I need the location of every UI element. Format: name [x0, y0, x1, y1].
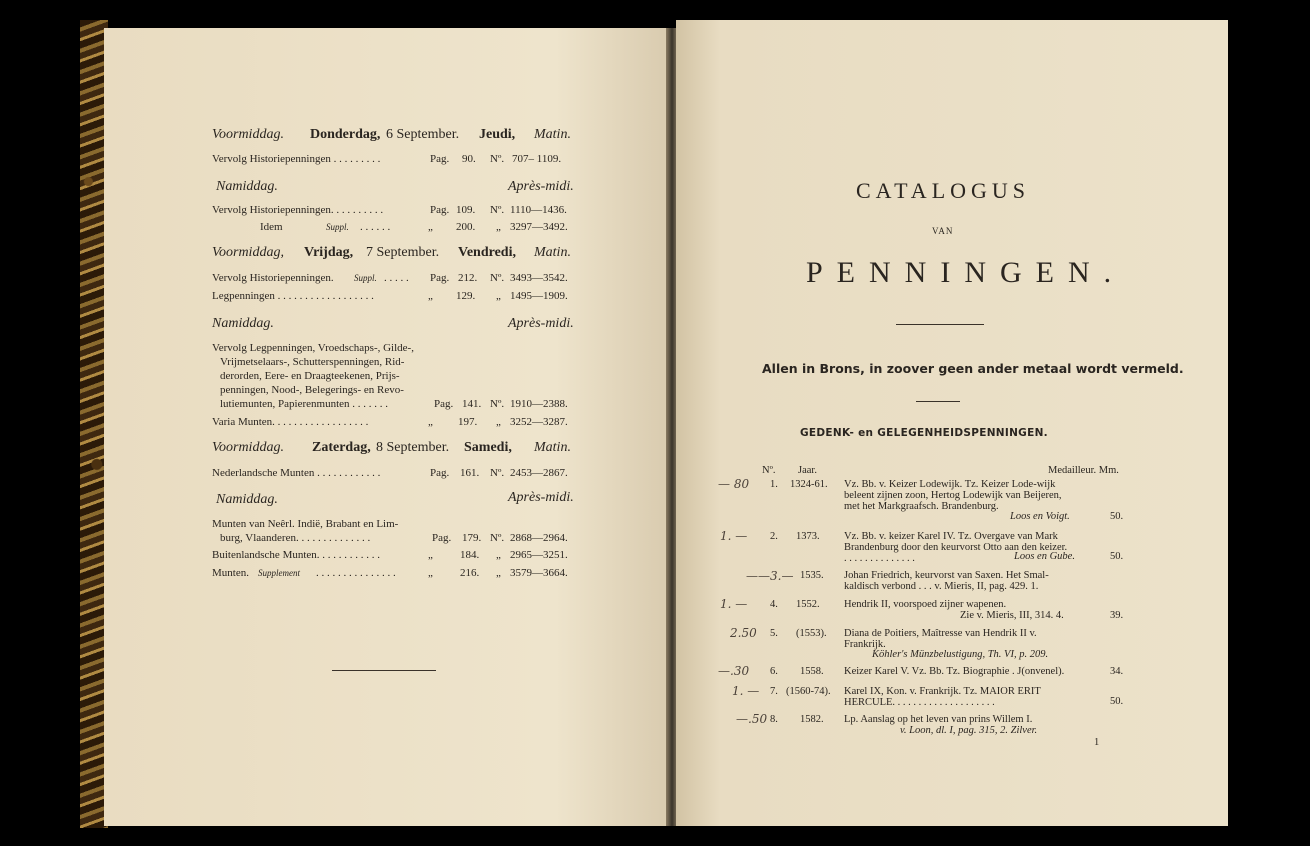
row-suppl: Suppl. — [354, 273, 377, 283]
handwritten-price: —.30 — [718, 664, 750, 678]
handwritten-price: 1. — — [732, 684, 760, 698]
entry-text: Hendrik II, voorspoed zijner wapenen. — [844, 599, 1007, 610]
row-pag: Pag. — [434, 398, 454, 410]
entry-no: 6. — [770, 666, 778, 677]
row-no: Nº. — [490, 153, 505, 165]
row-range: 1495—1909. — [510, 290, 568, 302]
row-range: 3493—3542. — [510, 272, 568, 284]
row-label: Buitenlandsche Munten. . . . . . . . . . . . — [212, 549, 381, 561]
row-pag: Pag. — [432, 532, 452, 544]
row-page: 141. — [462, 398, 482, 410]
entry-medailleur: v. Loon, dl. I, pag. 315, 2. Zilver. — [900, 725, 1038, 736]
row-pag: „ — [428, 290, 433, 302]
row-dots: . . . . . — [384, 272, 409, 284]
entry-text: Keizer Karel V. Vz. Bb. Tz. Biographie . J(onvenel). — [844, 666, 1065, 677]
row-no: „ — [496, 290, 501, 302]
row-no: Nº. — [490, 532, 505, 544]
row-label: Vervolg Historiepenningen . . . . . . . . . — [212, 153, 381, 165]
handwritten-price: 1. — — [720, 597, 748, 611]
col-header-no: Nº. — [762, 465, 776, 476]
row-page: 161. — [460, 467, 480, 479]
row-label-line: lutiemunten, Papierenmunten . . . . . . . — [220, 398, 389, 410]
entry-no: 4. — [770, 599, 778, 610]
row-label: Legpenningen . . . . . . . . . . . . . . . . . . — [212, 290, 374, 302]
row-page: 179. — [462, 532, 482, 544]
entry-text: Vz. Bb. v. Keizer Lodewijk. Tz. Keizer Lode-wijk beleent zijnen zoon, Hertog Lodewijk van Beijeren, met het Markgraafsch. Brandenburg. — [844, 479, 1062, 512]
session-day-fr: Samedi, — [464, 440, 512, 455]
handwritten-price: —.50 — [736, 712, 768, 726]
entry-mm: 39. — [1110, 610, 1124, 621]
row-label-line: Vervolg Legpenningen, Vroedschaps-, Gilde-, — [212, 342, 414, 354]
session-time: Voormiddag, — [212, 245, 284, 260]
entry-year: (1553). — [796, 628, 827, 639]
session-date: 7 September. — [366, 245, 440, 260]
row-label: Varia Munten. . . . . . . . . . . . . . . . . . — [212, 416, 369, 428]
session-day: Zaterdag, — [312, 440, 371, 455]
row-range: 2453—2867. — [510, 467, 568, 479]
entry-year: 1582. — [800, 714, 824, 725]
row-label-line: penningen, Nood-, Belegerings- en Revo- — [220, 384, 404, 396]
row-page: 90. — [462, 153, 476, 165]
row-page: 184. — [460, 549, 480, 561]
row-no: „ — [496, 549, 501, 561]
handwritten-price: ——3.— — [746, 569, 794, 583]
row-page: 200. — [456, 221, 476, 233]
row-range: 707– 1109. — [512, 153, 562, 165]
row-range: 3252—3287. — [510, 416, 568, 428]
row-pag: Pag. — [430, 467, 450, 479]
row-suppl: Supplement — [258, 568, 300, 578]
session-day: Vrijdag, — [304, 245, 354, 260]
entry-mm: 50. — [1110, 511, 1124, 522]
entry-no: 8. — [770, 714, 778, 725]
row-range: 1110—1436. — [510, 204, 567, 216]
row-no: Nº. — [490, 204, 505, 216]
row-page: 109. — [456, 204, 476, 216]
row-no: Nº. — [490, 272, 505, 284]
row-pag: „ — [428, 567, 433, 579]
row-label-line: Vrijmetselaars-, Schutterspenningen, Rid- — [220, 356, 405, 368]
page-number: 1 — [1094, 737, 1100, 748]
entry-medailleur: Zie v. Mieris, III, 314. 4. — [960, 610, 1064, 621]
row-label: Vervolg Historiepenningen. . . . . . . . . . — [212, 204, 384, 216]
row-dots: . . . . . . . . . . . . . . . — [316, 567, 396, 579]
entry-year: 1558. — [800, 666, 824, 677]
entry-no: 7. — [770, 686, 778, 697]
row-label-line: derorden, Eere- en Draagteekenen, Prijs- — [220, 370, 400, 382]
row-no: „ — [496, 567, 501, 579]
row-label: Munten. — [212, 567, 249, 579]
title-main: PENNINGEN. — [806, 256, 1126, 289]
entry-medailleur: Loos en Gube. — [1014, 551, 1075, 562]
row-label-line: burg, Vlaanderen. . . . . . . . . . . . . . — [220, 532, 371, 544]
session-date: 8 September. — [376, 440, 450, 455]
row-pag: Pag. — [430, 153, 450, 165]
row-page: 197. — [458, 416, 478, 428]
row-range: 3297—3492. — [510, 221, 568, 233]
row-pag: Pag. — [430, 204, 450, 216]
row-no: „ — [496, 221, 501, 233]
row-pag: „ — [428, 416, 433, 428]
entry-year: 1373. — [796, 531, 820, 542]
row-page: 216. — [460, 567, 480, 579]
section-heading: GEDENK- en GELEGENHEIDSPENNINGEN. — [800, 427, 1048, 439]
session-day-fr: Jeudi, — [479, 127, 516, 142]
session-time-fr: Matin. — [534, 245, 571, 260]
entry-medailleur: Köhler's Münzbelustigung, Th. VI, p. 209. — [872, 649, 1049, 660]
col-header-medailleur: Medailleur. Mm. — [1048, 465, 1119, 476]
title-rule — [896, 324, 984, 325]
row-label: Nederlandsche Munten . . . . . . . . . . . . — [212, 467, 381, 479]
session-time: Namiddag. — [212, 316, 274, 331]
session-time: Namiddag. — [216, 492, 278, 507]
entry-text: Karel IX, Kon. v. Frankrijk. Tz. MAIOR ERIT HERCULE. . . . . . . . . . . . . . . . . . . . — [844, 686, 1041, 708]
session-time: Voormiddag. — [212, 127, 284, 142]
entry-text: Johan Friedrich, keurvorst van Saxen. Het Smal-kaldisch verbond . . . v. Mieris, II, pag. 429. 1. — [844, 570, 1049, 592]
session-date: 6 September. — [386, 127, 460, 142]
left-page — [104, 28, 668, 826]
handwritten-price: — 80 — [718, 477, 750, 491]
row-page: 212. — [458, 272, 478, 284]
section-rule — [916, 401, 960, 402]
row-pag: „ — [428, 221, 433, 233]
title-van: VAN — [932, 226, 954, 236]
entry-mm: 34. — [1110, 666, 1124, 677]
session-time: Voormiddag. — [212, 440, 284, 455]
row-no: Nº. — [490, 467, 505, 479]
entry-text: Diana de Poitiers, Maîtresse van Hendrik II v. Frankrijk. — [844, 628, 1037, 650]
row-range: 3579—3664. — [510, 567, 568, 579]
handwritten-price: 2.50 — [730, 626, 757, 640]
row-range: 1910—2388. — [510, 398, 568, 410]
handwritten-price: 1. — — [720, 529, 748, 543]
entry-no: 2. — [770, 531, 778, 542]
row-label-line: Munten van Neêrl. Indië, Brabant en Lim- — [212, 518, 399, 530]
session-time-fr: Après-midi. — [508, 179, 574, 194]
entry-year: (1560-74). — [786, 686, 831, 697]
entry-mm: 50. — [1110, 551, 1124, 562]
session-time-fr: Matin. — [534, 127, 571, 142]
session-time-fr: Après-midi. — [508, 316, 574, 331]
entry-text: Vz. Bb. v. keizer Karel IV. Tz. Overgave van Mark Brandenburg door den keurvorst Otto aan den keizer. . . . . . . . . . . . . . . — [844, 531, 1068, 564]
row-label: Vervolg Historiepenningen. — [212, 272, 334, 284]
entry-no: 1. — [770, 479, 778, 490]
session-time-fr: Après-midi. — [508, 490, 574, 505]
row-pag: Pag. — [430, 272, 450, 284]
entry-text: Lp. Aanslag op het leven van prins Willem I. — [844, 714, 1033, 725]
session-day-fr: Vendredi, — [458, 245, 516, 260]
entry-no: 5. — [770, 628, 778, 639]
row-no: Nº. — [490, 398, 505, 410]
entry-year: 1535. — [800, 570, 824, 581]
row-dots: . . . . . . — [360, 221, 391, 233]
entry-medailleur: Loos en Voigt. — [1010, 511, 1070, 522]
entry-year: 1552. — [796, 599, 820, 610]
row-range: 2965—3251. — [510, 549, 568, 561]
end-rule — [332, 670, 436, 671]
session-time: Namiddag. — [216, 179, 278, 194]
row-no: „ — [496, 416, 501, 428]
session-day: Donderdag, — [310, 127, 381, 142]
catalog-title: CATALOGUS — [856, 178, 1031, 203]
metal-note: Allen in Brons, in zoover geen ander metaal wordt vermeld. — [762, 361, 1184, 376]
row-range: 2868—2964. — [510, 532, 568, 544]
entry-mm: 50. — [1110, 696, 1124, 707]
session-time-fr: Matin. — [534, 440, 571, 455]
entry-year: 1324-61. — [790, 479, 828, 490]
row-label: Idem — [260, 221, 283, 233]
col-header-year: Jaar. — [798, 465, 817, 476]
row-suppl: Suppl. — [326, 222, 349, 232]
row-pag: „ — [428, 549, 433, 561]
row-page: 129. — [456, 290, 476, 302]
